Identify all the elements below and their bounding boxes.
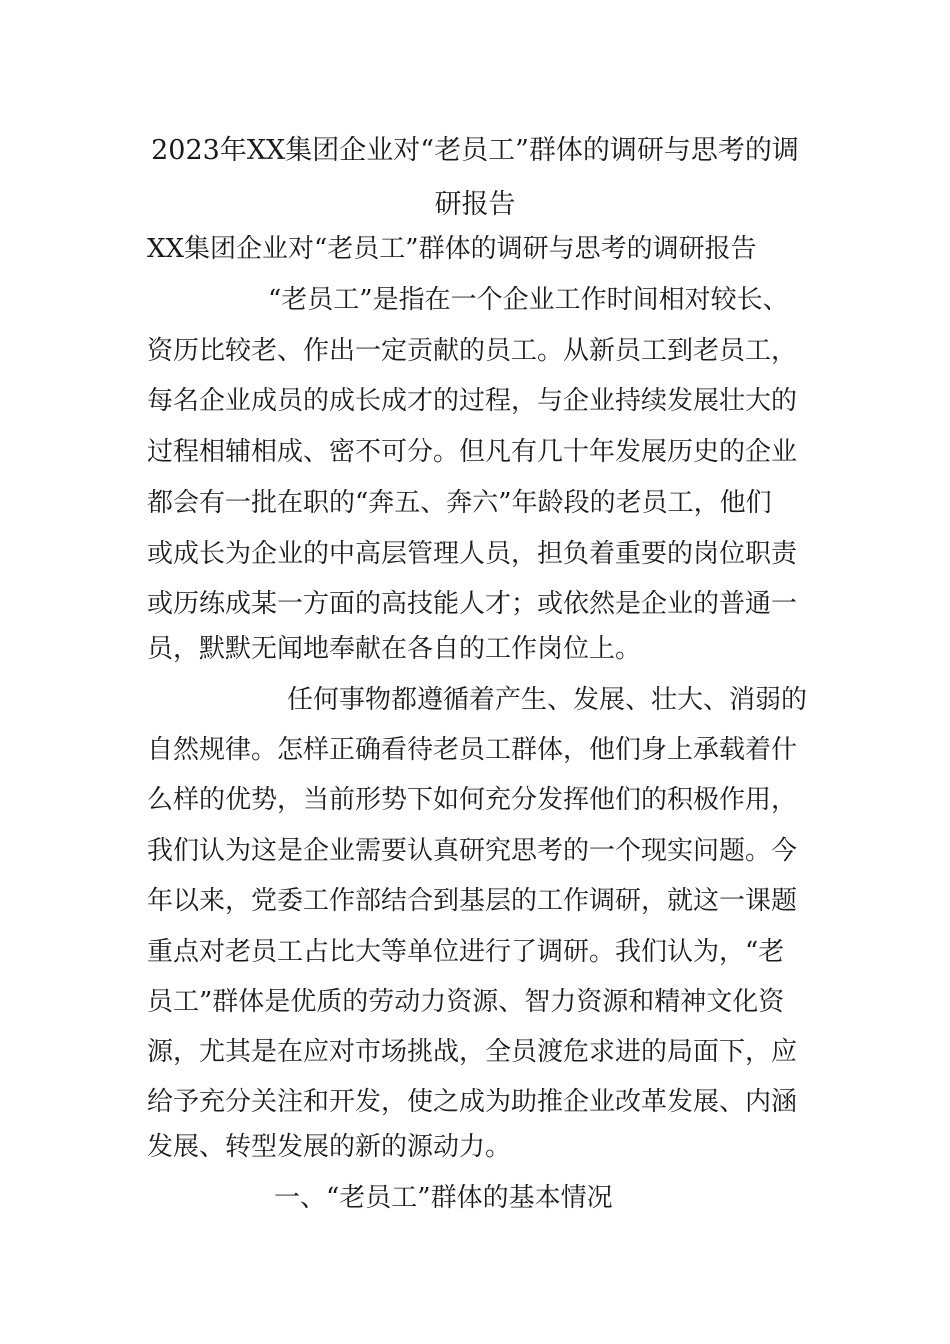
paragraph-line: 任何事物都遵循着产生、发展、壮大、消弱的 (287, 685, 808, 715)
paragraph-line: 员工”群体是优质的劳动力资源、智力资源和精神文化资 (147, 987, 785, 1017)
paragraph-line: 重点对老员工占比大等单位进行了调研。我们认为，“老 (147, 937, 785, 967)
paragraph-line: 每名企业成员的成长成才的过程，与企业持续发展壮大的 (147, 386, 798, 416)
paragraph-line: 我们认为这是企业需要认真研究思考的一个现实问题。今 (147, 836, 798, 866)
title-line-1: 2023年XX集团企业对“老员工”群体的调研与思考的调 (151, 135, 799, 166)
paragraph-line: “老员工”是指在一个企业工作时间相对较长、 (268, 285, 789, 315)
paragraph-line: 资历比较老、作出一定贡献的员工。从新员工到老员工， (147, 336, 798, 366)
paragraph-line: 过程相辅相成、密不可分。但凡有几十年发展历史的企业 (147, 437, 798, 467)
paragraph-line: 么样的优势，当前形势下如何充分发挥他们的积极作用， (147, 785, 798, 815)
document-subtitle: XX集团企业对“老员工”群体的调研与思考的调研报告 (147, 234, 757, 264)
title-line-2: 研报告 (434, 189, 516, 220)
paragraph-line: 发展、转型发展的新的源动力。 (147, 1132, 512, 1162)
paragraph-line: 源，尤其是在应对市场挑战，全员渡危求进的局面下，应 (147, 1037, 798, 1067)
paragraph-line: 年以来，党委工作部结合到基层的工作调研，就这一课题 (147, 886, 798, 916)
paragraph-line: 给予充分关注和开发，使之成为助推企业改革发展、内涵 (147, 1087, 798, 1117)
paragraph-line: 员，默默无闻地奉献在各自的工作岗位上。 (147, 634, 642, 664)
paragraph-line: 自然规律。怎样正确看待老员工群体，他们身上承载着什 (147, 735, 798, 765)
paragraph-line: 或成长为企业的中高层管理人员，担负着重要的岗位职责 (147, 539, 798, 569)
paragraph-line: 都会有一批在职的“奔五、奔六”年龄段的老员工，他们 (147, 488, 772, 518)
paragraph-line: 或历练成某一方面的高技能人才；或依然是企业的普通一 (147, 589, 798, 619)
section-heading: 一、“老员工”群体的基本情况 (274, 1183, 613, 1213)
document-title (100, 124, 850, 232)
